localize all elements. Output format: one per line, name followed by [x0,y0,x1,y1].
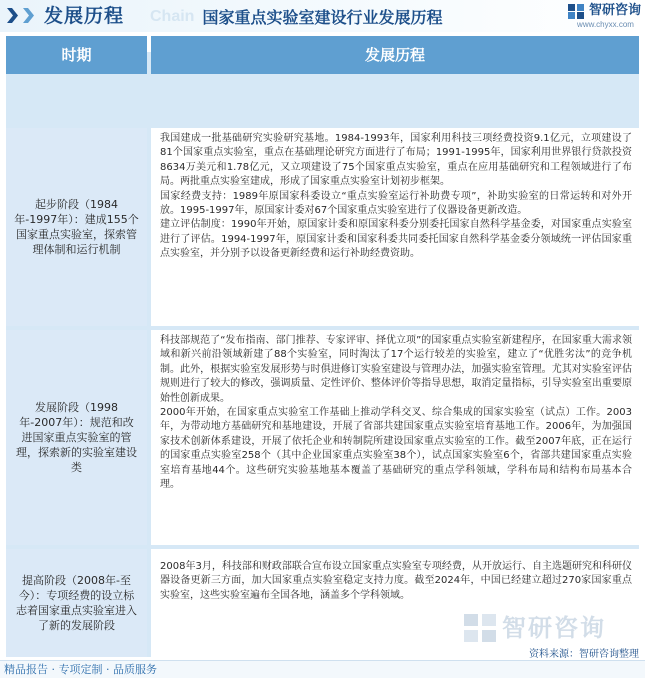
period-cell-stage-2: 发展阶段（1998年-2007年）：规范和改进国家重点实验室的管理，探索新的实验室建设类 [6,330,147,545]
history-cell-stage-1 [151,128,639,326]
history-cell-stage-2 [151,330,639,545]
history-paragraph: 建立评估制度：1990年开始，原国家计委和原国家科委分别委托国家自然科学基金委，对国家重点实验室进行了评估。1994-1997年，原国家计委和国家科委共同委托国家自然科学基金委分领域统一评估国家重点实验室，并分别予以设备更新经费和运行补助经费资助。 [160,219,632,260]
watermark-text: 智研咨询 [502,614,606,642]
footer-bar [0,660,645,678]
history-paragraph: 我国建成一批基础研究实验研究基地。1984-1993年，国家利用科技三项经费投资9.1亿元，立项建设了81个国家重点实验室，重点在基础理论研究方面进行了布局；1991-1995年，国家利用世界银行贷款投资8634万美元和1.78亿元，又立项建设了75个国家重点实验室，重点在应用基础研究和工程领域进行了布局。两批重点实验室建成，形成了国家重点实验室计划初步框架。 [160,133,632,188]
history-paragraph: 2000年开始，在国家重点实验室工作基础上推动学科交叉、综合集成的国家实验室（试点）工作。2003年，为带动地方基础研究和基地建设，开展了省部共建国家重点实验室培育基地工作。2006年，为加强国家技术创新体系建设，开展了依托企业和转制院所建设国家重点实验室的工作。截至2007年底，正在运行的国家重点实验室258个（其中企业国家重点实验室38个），试点国家实验室6个，省部共建国家重点实验室培育基地44个。这些研究实验基地基本覆盖了基础研究的重点学科领域，学科布局和结构布局基本合理。 [160,407,632,491]
watermark-logo-icon [464,614,496,642]
section-title: 发展历程 [44,5,125,27]
brand-name: 智研咨询 [589,3,642,18]
table-title: 国家重点实验室建设行业发展历程 [202,8,443,27]
watermark [464,613,634,643]
column-header-history: 发展历程 [151,36,639,74]
website-url: www.chyxx.com [577,20,634,29]
column-header-period: 时期 [6,36,147,74]
history-paragraph: 国家经费支持：1989年原国家科委设立“重点实验室运行补助费专项”，补助实验室的日常运转和对外开放。1995-1997年，原国家计委对67个国家重点实验室进行了仪器设备更新改造。 [160,190,632,217]
source-note: 资料来源：智研咨询整理 [529,649,639,660]
section-ghost-text: Chain [150,8,195,25]
history-paragraph: 2008年3月，科技部和财政部联合宣布设立国家重点实验室专项经费，从开放运行、自主选题研究和科研仪器设备更新三方面，加大国家重点实验室稳定支持力度。截至2024年，中国已经建立超过270家国家重点实验室，这些实验室遍布全国各地，涵盖多个学科领域。 [160,561,632,601]
history-paragraph: 科技部规范了“发布指南、部门推荐、专家评审、择优立项”的国家重点实验室新建程序，在国家重大需求领域和新兴前沿领域新建了88个实验室，同时淘汰了17个运行较差的实验室，建立了“优胜劣汰”的竞争机制。此外，根据实验室发展形势与时俱进修订实验室建设与管理办法，加强实验室管理。尤其对实验室评估规则进行了较大的修改，强调质量、定性评价、整体评价等指导思想，取消定量指标，引导实验室出重要原始性创新成果。 [160,335,632,404]
footer-slogan: 精品报告 · 专项定制 · 品质服务 [4,663,157,676]
period-cell-stage-1: 起步阶段（1984年-1997年）：建成155个国家重点实验室，探索管理体制和运行机制 [6,128,147,326]
period-cell-stage-3: 提高阶段（2008年-至今）：专项经费的设立标志着国家重点实验室进入了新的发展阶段 [6,549,147,657]
